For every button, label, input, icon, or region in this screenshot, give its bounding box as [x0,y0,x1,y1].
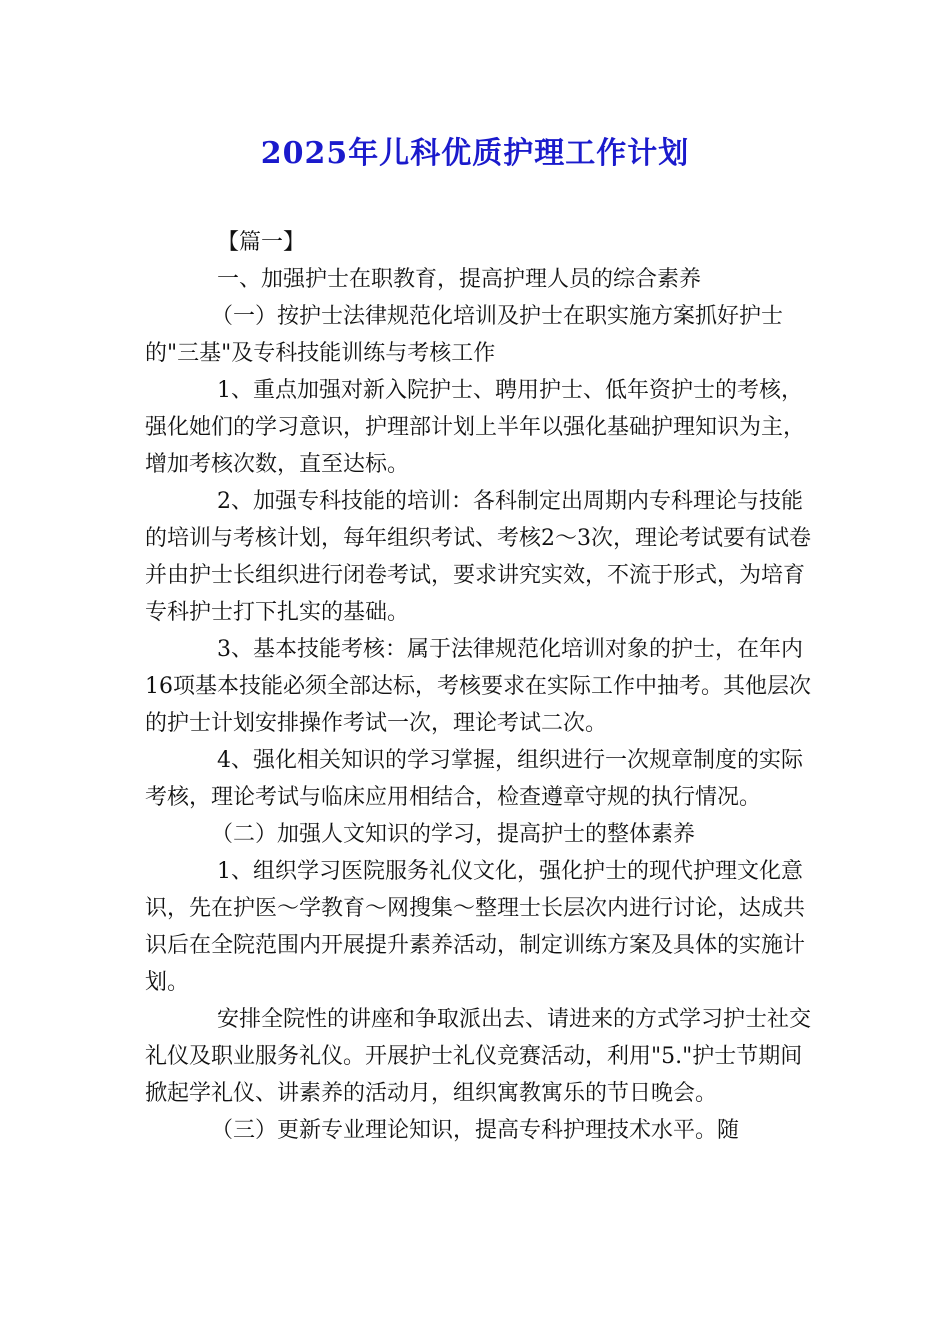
body-paragraph: 4、强化相关知识的学习掌握，组织进行一次规章制度的实际考核，理论考试与临床应用相结合，检查遵章守规的执行情况。 [145,748,803,810]
body-paragraph: 安排全院性的讲座和争取派出去、请进来的方式学习护士社交礼仪及职业服务礼仪。开展护士礼仪竞赛活动，利用"5."护士节期间掀起学礼仪、讲素养的活动月，组织寓教寓乐的节日晚会。 [145,1007,812,1106]
subheading-paragraph: （三）更新专业理论知识，提高专科护理技术水平。随 [211,1118,740,1143]
body-paragraph: 3、基本技能考核：属于法律规范化培训对象的护士，在年内16项基本技能必须全部达标，考核要求在实际工作中抽考。其他层次的护士计划安排操作考试一次，理论考试二次。 [145,637,811,736]
body-paragraph: 1、重点加强对新入院护士、聘用护士、低年资护士的考核，强化她们的学习意识，护理部计划上半年以强化基础护理知识为主，增加考核次数，直至达标。 [145,378,806,477]
document-title: 2025年儿科优质护理工作计划 [260,136,690,171]
section-label: 【篇一】 [217,230,306,255]
body-paragraph: 1、组织学习医院服务礼仪文化，强化护士的现代护理文化意识，先在护医～学教育～网搜集～整理士长层次内进行讨论，达成共识后在全院范围内开展提升素养活动，制定训练方案及具体的实施计划。 [145,859,806,995]
body-paragraph: 2、加强专科技能的培训：各科制定出周期内专科理论与技能的培训与考核计划，每年组织考试、考核2～3次，理论考试要有试卷并由护士长组织进行闭卷考试，要求讲究实效，不流于形式，为培育专科护士打下扎实的基础。 [145,489,811,625]
subheading-paragraph: （二）加强人文知识的学习，提高护士的整体素养 [211,822,696,847]
subheading-paragraph: （一）按护士法律规范化培训及护士在职实施方案抓好护士的"三基"及专科技能训练与考核工作 [145,304,784,366]
heading-paragraph: 一、加强护士在职教育，提高护理人员的综合素养 [217,267,702,292]
document-body [145,224,813,1149]
